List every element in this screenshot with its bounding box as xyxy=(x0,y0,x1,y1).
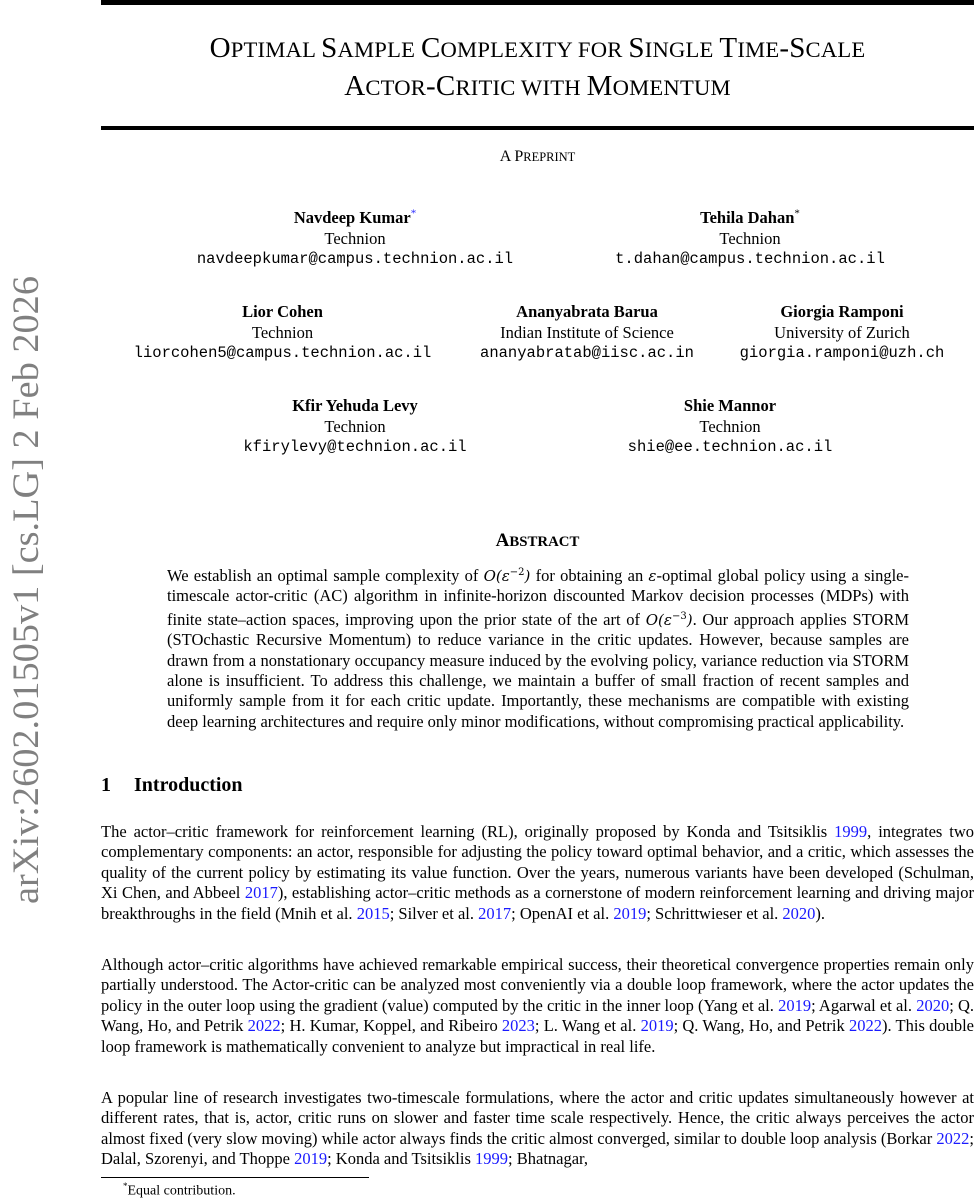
author-block xyxy=(462,301,712,364)
author-block xyxy=(727,301,957,364)
abstract-heading: ABSTRACT xyxy=(495,530,580,551)
section-title: Introduction xyxy=(134,774,243,796)
title-line-1: OPTIMAL SAMPLE COMPLEXITY FOR SINGLE TIME-SCALE xyxy=(209,32,866,64)
author-email: kfirylevy@technion.ac.il xyxy=(243,438,467,456)
abstract-text: We establish an optimal sample complexity of $O(\varepsilon^{-2})$ for obtaining an ε-optimal global policy using a single-timescale actor-critic (AC) algorithm in infinite-horizon discounted Markov decision processes (MDPs) with finite state–action spaces, improving upon the prior state of the art of $O(\varepsilon^{-3})$. Our approach applies STORM (STOchastic Recursive Momentum) to reduce variance in the critic updates. However, because samples are drawn from a nonstationary occupancy measure induced by the evolving policy, variance reduction via STORM alone is insufficient. To address this challenge, we maintain a buffer of small fraction of recent samples and uniformly sample from it for each critic update. Importantly, these mechanisms are compatible with existing deep learning architectures and require only minor modifications, without compromising practical applicability. xyxy=(167,566,909,731)
citation-link[interactable]: 2023 xyxy=(501,1016,535,1036)
author-name: Shie Mannor xyxy=(683,396,777,415)
author-affiliation: Technion xyxy=(324,417,386,436)
author-block xyxy=(580,207,920,270)
citation-link[interactable]: 2017 xyxy=(478,903,512,923)
author-email: shie@ee.technion.ac.il xyxy=(627,438,833,456)
citation-link[interactable]: 2019 xyxy=(294,1149,328,1169)
author-block xyxy=(150,207,560,270)
author-email: liorcohen5@campus.technion.ac.il xyxy=(133,344,432,362)
math-inline: $O(\varepsilon^{-3})$ xyxy=(645,610,693,629)
intro-paragraph-2: Although actor–critic algorithms have achieved remarkable empirical success, their theoretical convergence properties remain only partially understood. The Actor-critic can be analyzed most conveniently via a double loop framework, where the actor updates the policy in the outer loop using the gradient (value) computed by the critic in the inner loop (Yang et al. 2019; Agarwal et al. 2020; Q. Wang, Ho, and Petrik 2022; H. Kumar, Koppel, and Ribeiro 2023; L. Wang et al. 2019; Q. Wang, Ho, and Petrik 2022). This double loop framework is mathematically convenient to analyze but impractical in real life. xyxy=(101,955,975,1056)
citation-link[interactable]: 2020 xyxy=(782,903,816,923)
author-email: t.dahan@campus.technion.ac.il xyxy=(615,250,885,268)
author-block xyxy=(590,395,870,458)
citation-link[interactable]: 1999 xyxy=(475,1149,509,1169)
section-number: 1 xyxy=(101,774,111,796)
author-email: ananyabratab@iisc.ac.in xyxy=(480,344,694,362)
equal-contribution-link[interactable]: * xyxy=(410,207,417,220)
citation-link[interactable]: 2022 xyxy=(936,1128,970,1148)
citation-link[interactable]: 2015 xyxy=(356,903,390,923)
author-name: Ananyabrata Barua xyxy=(516,302,658,321)
top-thick-rule xyxy=(101,0,974,5)
author-name: Lior Cohen xyxy=(242,302,323,321)
intro-paragraph-1: The actor–critic framework for reinforcement learning (RL), originally proposed by Konda and Tsitsiklis 1999, integrates two complementary components: an actor, responsible for adjusting the policy toward optimal behavior, and a critic, which assesses the quality of the current policy by estimating its value function. Over the years, numerous variants have been developed (Schulman, Xi Chen, and Abbeel 2017), establishing actor–critic methods as a cornerstone of modern reinforcement learning and driving major breakthroughs in the field (Mnih et al. 2015; Silver et al. 2017; OpenAI et al. 2019; Schrittwieser et al. 2020). xyxy=(101,822,975,923)
citation-link[interactable]: 2020 xyxy=(916,995,950,1015)
author-name: Kfir Yehuda Levy xyxy=(292,396,418,415)
citation-link[interactable]: 1999 xyxy=(834,822,868,841)
author-affiliation: Indian Institute of Science xyxy=(500,323,674,342)
author-email: navdeepkumar@campus.technion.ac.il xyxy=(196,250,514,268)
math-inline: $O(\varepsilon^{-2})$ xyxy=(483,567,531,585)
intro-paragraph-3: A popular line of research investigates two-timescale formulations, where the actor and critic updates simultaneously however at different rates, that is, actor, critic runs on slower and faster time scale respectively. Hence, the critic always perceives the actor almost fixed (very slow moving) while actor always finds the critic almost converged, similar to double loop analysis (Borkar 2022; Dalal, Szorenyi, and Thoppe 2019; Konda and Tsitsiklis 1999; Bhatnagar, xyxy=(101,1088,974,1169)
math-inline: ε xyxy=(648,567,657,585)
author-block xyxy=(200,395,510,458)
author-affiliation: Technion xyxy=(699,417,761,436)
citation-link[interactable]: 2022 xyxy=(247,1016,281,1036)
author-name: Navdeep Kumar* xyxy=(293,207,417,227)
section-heading-introduction xyxy=(101,774,243,797)
footnote: *Equal contribution. xyxy=(123,1181,236,1199)
author-block xyxy=(110,301,455,364)
author-affiliation: University of Zurich xyxy=(774,323,910,342)
preprint-label: A PREPRINT xyxy=(499,148,576,165)
title-line-2: ACTOR-CRITIC WITH MOMENTUM xyxy=(344,70,731,102)
citation-link[interactable]: 2019 xyxy=(778,995,812,1015)
paper-title xyxy=(101,30,974,106)
citation-link[interactable]: 2019 xyxy=(613,903,647,923)
arxiv-stamp-text: arXiv:2602.01505v1 [cs.LG] 2 Feb 2026 xyxy=(6,297,47,904)
citation-link[interactable]: 2022 xyxy=(848,1016,882,1036)
citation-link[interactable]: 2017 xyxy=(244,883,278,903)
footnote-rule xyxy=(101,1177,369,1178)
author-affiliation: Technion xyxy=(251,323,314,342)
author-affiliation: Technion xyxy=(719,229,781,248)
author-affiliation: Technion xyxy=(324,229,386,248)
author-name: Giorgia Ramponi xyxy=(780,302,904,321)
author-name: Tehila Dahan* xyxy=(700,207,800,227)
arxiv-identifier-stamp xyxy=(6,275,50,905)
author-email: giorgia.ramponi@uzh.ch xyxy=(739,344,945,362)
title-bottom-rule xyxy=(101,126,974,130)
citation-link[interactable]: 2019 xyxy=(640,1016,674,1036)
